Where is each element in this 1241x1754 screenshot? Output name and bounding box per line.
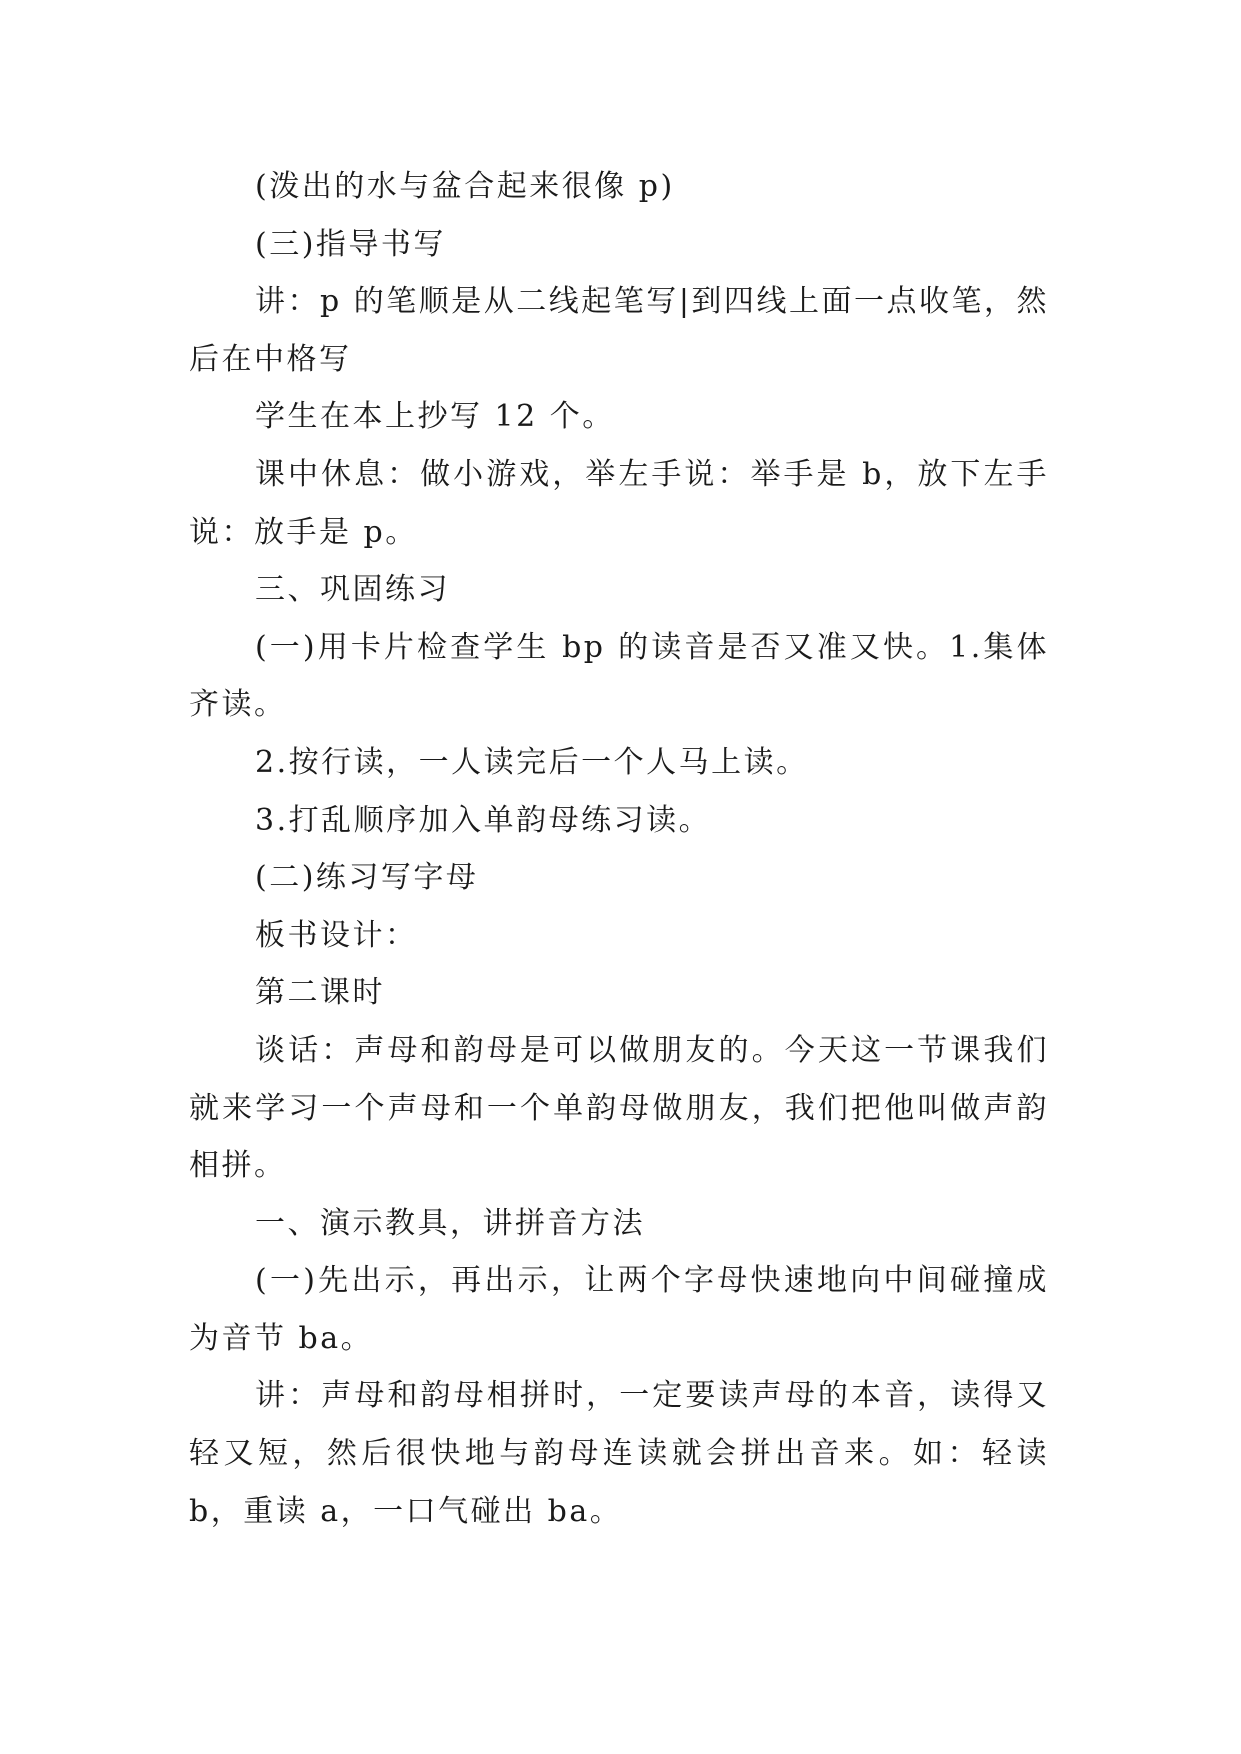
paragraph: 2.按行读，一人读完后一个人马上读。 (255, 744, 809, 780)
lesson-heading: 第二课时 (255, 975, 385, 1011)
paragraph: (二)练习写字母 (255, 860, 479, 896)
paragraph: 3.打乱顺序加入单韵母练习读。 (255, 802, 712, 838)
paragraph: 学生在本上抄写 12 个。 (255, 399, 615, 435)
paragraph: (三)指导书写 (255, 226, 446, 262)
paragraph: (泼出的水与盆合起来很像 p) (255, 169, 675, 204)
paragraph: 板书设计： (255, 917, 418, 953)
paragraph: (一)先出示，再出示，让两个字母快速地向中间碰撞成为音节 ba。 (189, 1263, 1049, 1356)
paragraph: 谈话：声母和韵母是可以做朋友的。今天这一节课我们就来学习一个声母和一个单韵母做朋友，我们把他叫做声韵相拼。 (189, 1032, 1049, 1184)
section-heading: 三、巩固练习 (255, 572, 450, 608)
paragraph: 讲：声母和韵母相拼时，一定要读声母的本音，读得又轻又短，然后很快地与韵母连读就会拼出音来。如：轻读 b，重读 a，一口气碰出 ba。 (189, 1378, 1049, 1529)
paragraph: 讲：p 的笔顺是从二线起笔写|到四线上面一点收笔，然后在中格写 (189, 284, 1049, 377)
section-heading: 一、演示教具，讲拼音方法 (255, 1205, 645, 1241)
document-page (189, 158, 1049, 1540)
paragraph: (一)用卡片检查学生 bp 的读音是否又准又快。1.集体齐读。 (189, 629, 1049, 723)
paragraph: 课中休息：做小游戏，举左手说：举手是 b，放下左手说：放手是 p。 (189, 456, 1049, 550)
